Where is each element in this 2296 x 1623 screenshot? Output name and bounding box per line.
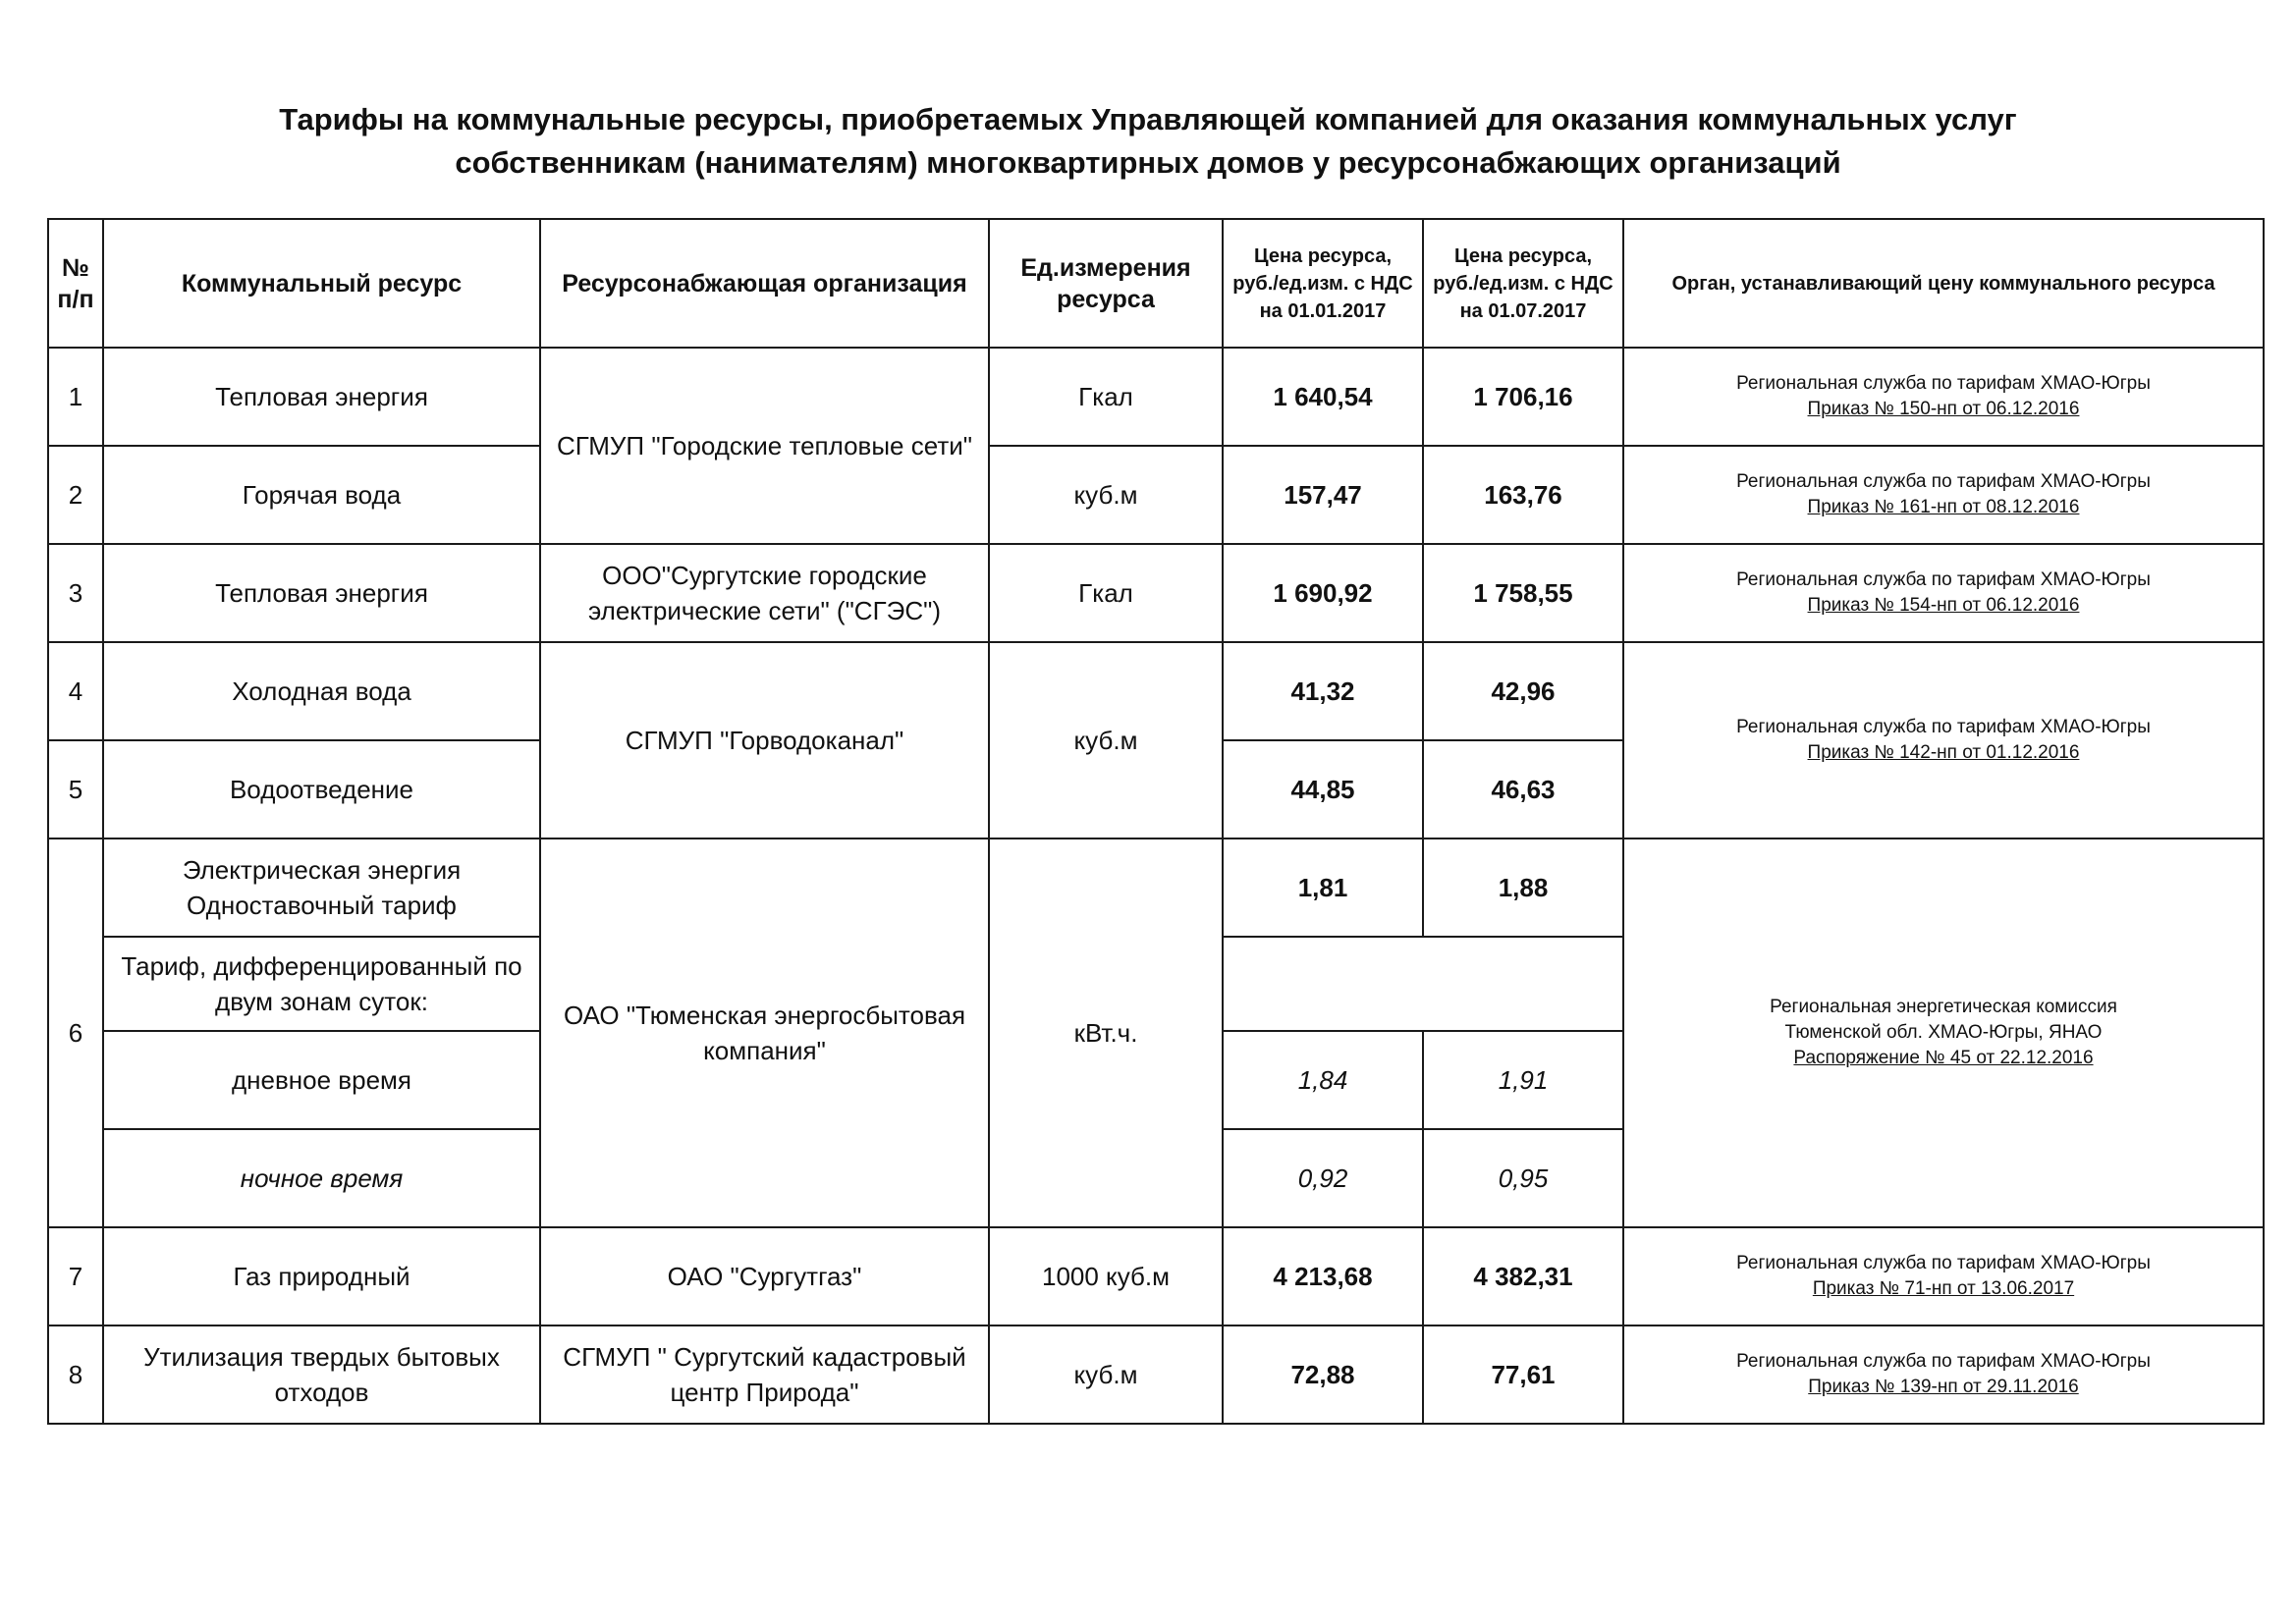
row-price-jul: 1,88 bbox=[1423, 839, 1623, 937]
row-org: СГМУП "Городские тепловые сети" bbox=[540, 348, 989, 544]
row-price-jan: 72,88 bbox=[1223, 1325, 1423, 1424]
row-num: 6 bbox=[48, 839, 103, 1227]
table-row bbox=[48, 642, 2264, 740]
row-authority bbox=[1623, 544, 2264, 642]
authority-name: Региональная служба по тарифам ХМАО-Югры bbox=[1736, 569, 2151, 590]
row-unit: куб.м bbox=[989, 1325, 1223, 1424]
row-unit: Гкал bbox=[989, 348, 1223, 446]
row-price-jul: 0,95 bbox=[1423, 1129, 1623, 1227]
row-authority bbox=[1623, 1325, 2264, 1424]
row-price-jul: 1 706,16 bbox=[1423, 348, 1623, 446]
row-price-empty bbox=[1223, 937, 1623, 1031]
row-price-jan: 1 690,92 bbox=[1223, 544, 1423, 642]
header-price-jan: Цена ресурса, руб./ед.изм. с НДС на 01.01.2017 bbox=[1223, 219, 1423, 348]
authority-name-line-1: Региональная энергетическая комиссия bbox=[1770, 997, 2117, 1017]
row-resource: Тепловая энергия bbox=[103, 348, 540, 446]
row-price-jul: 4 382,31 bbox=[1423, 1227, 1623, 1325]
row-num: 5 bbox=[48, 740, 103, 839]
row-org: ОАО "Тюменская энергосбытовая компания" bbox=[540, 839, 989, 1227]
header-unit: Ед.измерения ресурса bbox=[989, 219, 1223, 348]
row-resource: Электрическая энергия Одноставочный тариф bbox=[103, 839, 540, 937]
row-price-jul: 42,96 bbox=[1423, 642, 1623, 740]
row-unit: куб.м bbox=[989, 642, 1223, 839]
row-resource: Утилизация твердых бытовых отходов bbox=[103, 1325, 540, 1424]
row-unit: кВт.ч. bbox=[989, 839, 1223, 1227]
authority-name: Региональная служба по тарифам ХМАО-Югры bbox=[1736, 373, 2151, 394]
header-org: Ресурсонабжающая организация bbox=[540, 219, 989, 348]
row-price-jan: 1,84 bbox=[1223, 1031, 1423, 1129]
authority-name: Региональная служба по тарифам ХМАО-Югры bbox=[1736, 471, 2151, 492]
authority-document: Распоряжение № 45 от 22.12.2016 bbox=[1793, 1048, 2094, 1068]
row-price-jul: 77,61 bbox=[1423, 1325, 1623, 1424]
row-resource-day: дневное время bbox=[103, 1031, 540, 1129]
authority-name: Региональная служба по тарифам ХМАО-Югры bbox=[1736, 717, 2151, 737]
row-org: СГМУП " Сургутский кадастровый центр Природа" bbox=[540, 1325, 989, 1424]
title-line-2: собственникам (нанимателям) многоквартирных домов у ресурсонабжающих организаций bbox=[455, 145, 1841, 180]
row-org: СГМУП "Горводоканал" bbox=[540, 642, 989, 839]
authority-document: Приказ № 150-нп от 06.12.2016 bbox=[1807, 399, 2080, 419]
row-price-jan: 44,85 bbox=[1223, 740, 1423, 839]
row-unit: 1000 куб.м bbox=[989, 1227, 1223, 1325]
row-num: 4 bbox=[48, 642, 103, 740]
table-row bbox=[48, 1227, 2264, 1325]
row-num: 3 bbox=[48, 544, 103, 642]
row-num: 1 bbox=[48, 348, 103, 446]
row-org: ООО"Сургутские городские электрические сети" ("СГЭС") bbox=[540, 544, 989, 642]
row-price-jan: 41,32 bbox=[1223, 642, 1423, 740]
row-resource-diff: Тариф, дифференцированный по двум зонам суток: bbox=[103, 937, 540, 1031]
authority-name: Региональная служба по тарифам ХМАО-Югры bbox=[1736, 1253, 2151, 1273]
authority-document: Приказ № 154-нп от 06.12.2016 bbox=[1807, 595, 2080, 616]
row-price-jan: 157,47 bbox=[1223, 446, 1423, 544]
row-price-jul: 1 758,55 bbox=[1423, 544, 1623, 642]
authority-name-line-2: Тюменской обл. ХМАО-Югры, ЯНАО bbox=[1784, 1022, 2103, 1043]
table-row bbox=[48, 839, 2264, 937]
row-unit: куб.м bbox=[989, 446, 1223, 544]
table-row bbox=[48, 446, 2264, 544]
authority-document: Приказ № 142-нп от 01.12.2016 bbox=[1807, 742, 2080, 763]
row-authority bbox=[1623, 839, 2264, 1227]
header-num: № п/п bbox=[48, 219, 103, 348]
tariff-table bbox=[47, 218, 2265, 1425]
row-num: 7 bbox=[48, 1227, 103, 1325]
row-price-jan: 0,92 bbox=[1223, 1129, 1423, 1227]
row-resource-night: ночное время bbox=[103, 1129, 540, 1227]
authority-document: Приказ № 161-нп от 08.12.2016 bbox=[1807, 497, 2080, 517]
row-price-jan: 1,81 bbox=[1223, 839, 1423, 937]
authority-document: Приказ № 71-нп от 13.06.2017 bbox=[1812, 1278, 2075, 1299]
row-num: 8 bbox=[48, 1325, 103, 1424]
document-title bbox=[0, 98, 2296, 185]
authority-document: Приказ № 139-нп от 29.11.2016 bbox=[1808, 1377, 2079, 1397]
row-authority bbox=[1623, 348, 2264, 446]
row-price-jan: 4 213,68 bbox=[1223, 1227, 1423, 1325]
row-price-jul: 1,91 bbox=[1423, 1031, 1623, 1129]
row-resource: Газ природный bbox=[103, 1227, 540, 1325]
row-resource: Водоотведение bbox=[103, 740, 540, 839]
row-org: ОАО "Сургутгаз" bbox=[540, 1227, 989, 1325]
row-resource: Холодная вода bbox=[103, 642, 540, 740]
row-price-jul: 46,63 bbox=[1423, 740, 1623, 839]
table-header-row bbox=[48, 219, 2264, 348]
title-line-1: Тарифы на коммунальные ресурсы, приобретаемых Управляющей компанией для оказания коммунальных услуг bbox=[279, 102, 2017, 136]
authority-name: Региональная служба по тарифам ХМАО-Югры bbox=[1736, 1351, 2151, 1372]
header-resource: Коммунальный ресурс bbox=[103, 219, 540, 348]
row-authority bbox=[1623, 1227, 2264, 1325]
table-row bbox=[48, 1325, 2264, 1424]
row-resource: Горячая вода bbox=[103, 446, 540, 544]
header-authority: Орган, устанавливающий цену коммунального ресурса bbox=[1623, 219, 2264, 348]
table-row bbox=[48, 348, 2264, 446]
row-authority bbox=[1623, 446, 2264, 544]
row-authority bbox=[1623, 642, 2264, 839]
row-resource: Тепловая энергия bbox=[103, 544, 540, 642]
row-price-jul: 163,76 bbox=[1423, 446, 1623, 544]
row-price-jan: 1 640,54 bbox=[1223, 348, 1423, 446]
table-row bbox=[48, 544, 2264, 642]
row-num: 2 bbox=[48, 446, 103, 544]
row-unit: Гкал bbox=[989, 544, 1223, 642]
header-price-jul: Цена ресурса, руб./ед.изм. с НДС на 01.07.2017 bbox=[1423, 219, 1623, 348]
